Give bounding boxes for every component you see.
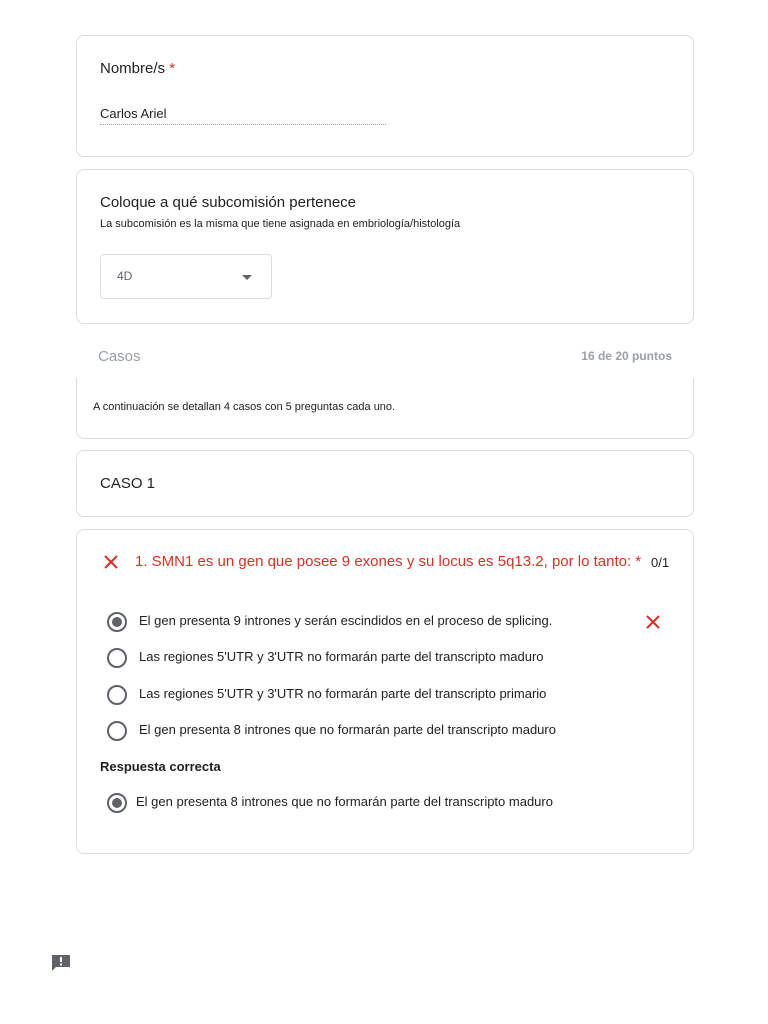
close-icon [104, 555, 118, 569]
radio-unselected[interactable] [107, 648, 127, 668]
option-label: Las regiones 5'UTR y 3'UTR no formarán parte del transcripto primario [139, 686, 547, 701]
option-3[interactable] [107, 685, 667, 707]
section-header [76, 340, 694, 376]
option-4[interactable] [107, 721, 667, 743]
radio-selected[interactable] [107, 612, 127, 632]
name-question-card [76, 35, 694, 157]
correct-answer-heading: Respuesta correcta [100, 759, 221, 774]
feedback-button[interactable] [50, 953, 72, 973]
feedback-icon [50, 953, 72, 973]
question-1-score: 0/1 [651, 555, 670, 570]
subcommission-helper-text: La subcomisión es la misma que tiene asignada en embriología/histología [100, 218, 461, 230]
radio-unselected[interactable] [107, 685, 127, 705]
case-title-card [76, 450, 694, 517]
required-mark: * [169, 60, 176, 77]
option-2[interactable] [107, 648, 667, 670]
subcommission-question-card [76, 169, 694, 324]
subcommission-question-title: Coloque a qué subcomisión pertenece [100, 194, 357, 211]
section-points: 16 de 20 puntos [581, 349, 672, 363]
question-1-card [76, 529, 694, 854]
question-1-title: 1. SMN1 es un gen que posee 9 exones y su locus es 5q13.2, por lo tanto: * [135, 553, 642, 570]
option-label: El gen presenta 9 intrones y serán escindidos en el proceso de splicing. [139, 613, 553, 628]
option-label: El gen presenta 8 intrones que no formarán parte del transcripto maduro [139, 722, 556, 737]
chevron-down-icon [242, 275, 252, 280]
section-description: A continuación se detallan 4 casos con 5 preguntas cada uno. [93, 401, 396, 413]
name-question-title: Nombre/s * [100, 60, 176, 77]
radio-unselected[interactable] [107, 721, 127, 741]
radio-selected [107, 793, 127, 813]
option-label: Las regiones 5'UTR y 3'UTR no formarán parte del transcripto maduro [139, 649, 544, 664]
required-mark: * [635, 553, 642, 570]
subcommission-dropdown[interactable] [100, 254, 272, 299]
correct-answer-label: El gen presenta 8 intrones que no formarán parte del transcripto maduro [136, 794, 553, 809]
name-answer-field[interactable]: Carlos Ariel [100, 106, 386, 125]
option-1[interactable] [107, 612, 667, 634]
close-icon [646, 615, 660, 629]
correct-answer-option [107, 793, 667, 815]
case-title: CASO 1 [100, 475, 156, 492]
dropdown-selected-value: 4D [117, 269, 133, 283]
section-description-card [76, 378, 694, 439]
section-title: Casos [98, 348, 141, 365]
